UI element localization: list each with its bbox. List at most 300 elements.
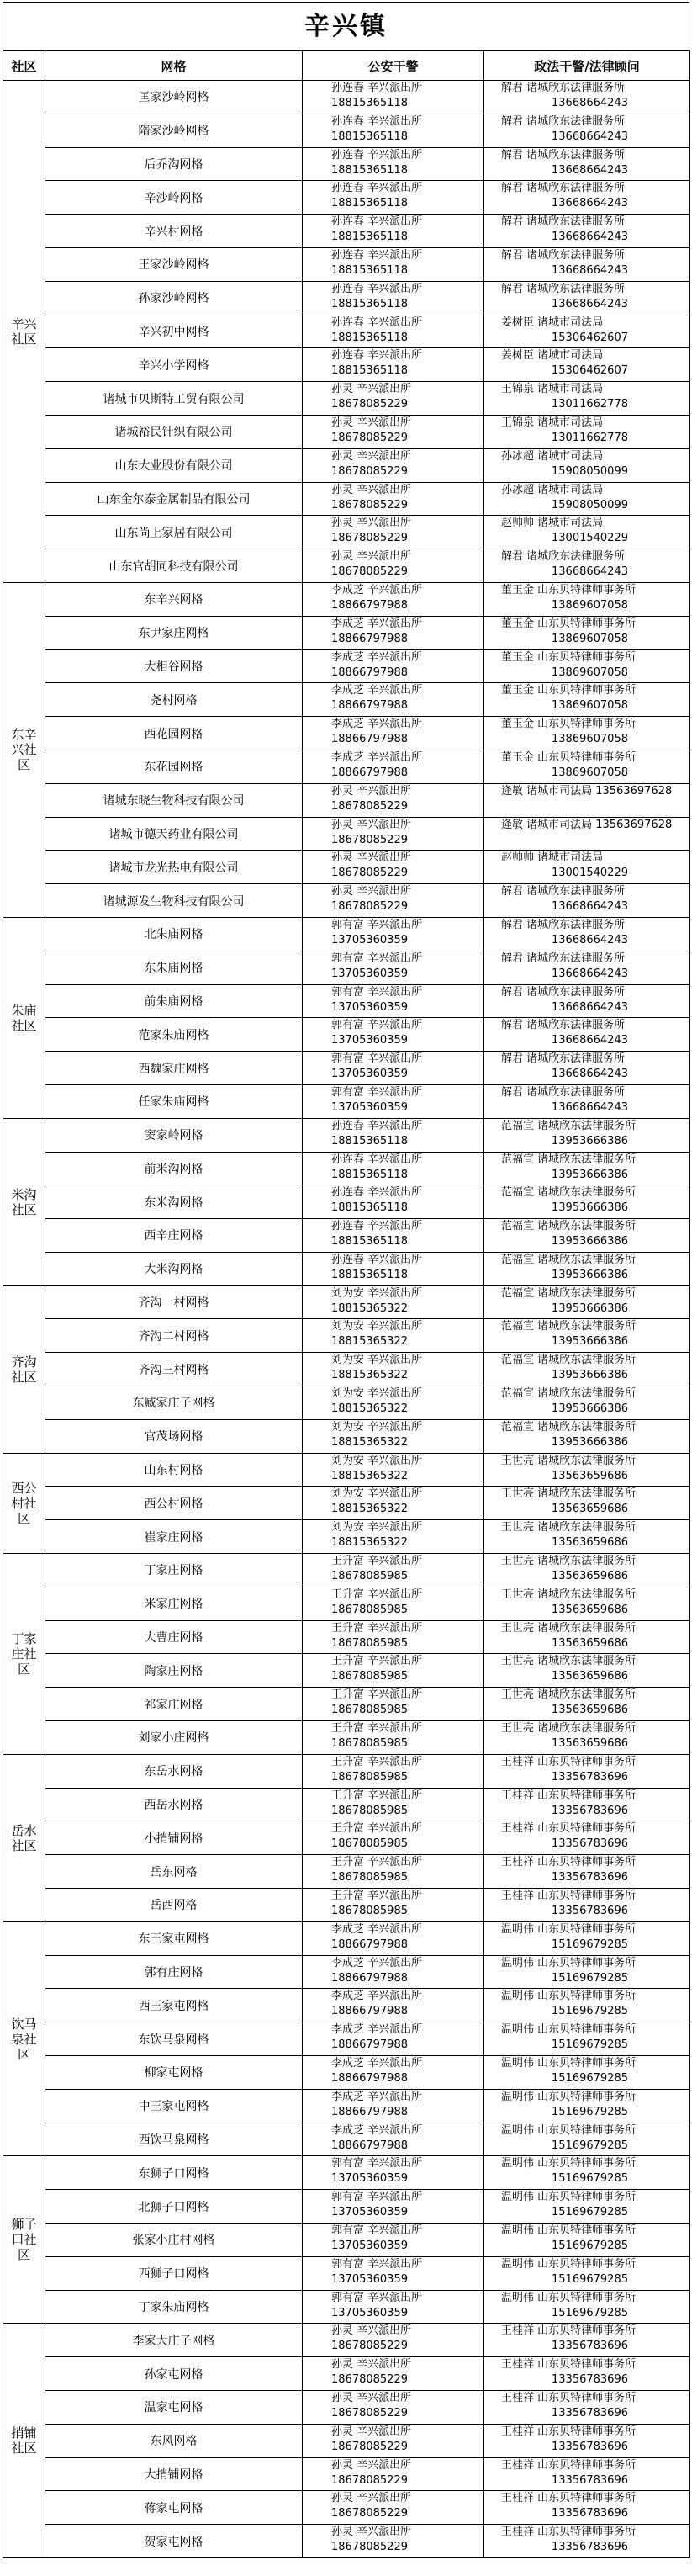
- police-officer: [303, 1688, 484, 1721]
- police-officer: [303, 851, 484, 884]
- police-name: 刘为安 辛兴派出所: [331, 1320, 423, 1333]
- grid-name: 前朱庙网格: [45, 984, 303, 1018]
- grid-name: 山东村网格: [45, 1453, 303, 1487]
- grid-name: 辛兴村网格: [45, 215, 303, 248]
- grid-name: 西花园网格: [45, 717, 303, 750]
- table-row: [3, 516, 690, 549]
- legal-phone: 13001540229: [552, 867, 628, 880]
- grid-name: 刘家小庄网格: [45, 1721, 303, 1755]
- police-name: 孙灵 辛兴派出所: [331, 416, 412, 429]
- police-officer: [303, 1620, 484, 1654]
- police-name: 李成芝 辛兴派出所: [331, 1990, 423, 2003]
- police-phone: 18815365118: [331, 364, 408, 378]
- legal-name: 温明伟 山东贝特律师事务所: [501, 1922, 637, 1936]
- legal-phone: 13668664243: [552, 933, 628, 946]
- legal-advisor: [484, 984, 690, 1018]
- grid-name: 山东金尔泰金属制品有限公司: [45, 482, 303, 516]
- community-name: 朱庙 社区: [3, 917, 45, 1118]
- legal-advisor: [484, 382, 690, 416]
- police-phone: 18815365322: [331, 1435, 408, 1449]
- legal-phone: 15169679285: [552, 2139, 628, 2152]
- legal-name: 解君 诸城欣东法律服务所: [501, 114, 626, 128]
- table-row: [3, 2491, 690, 2525]
- police-name: 刘为安 辛兴派出所: [331, 1420, 423, 1434]
- grid-name: 齐沟二村网格: [45, 1319, 303, 1353]
- legal-name: 解君 诸城欣东法律服务所: [501, 248, 626, 262]
- legal-phone: 15169679285: [552, 2105, 628, 2118]
- police-name: 孙连春 辛兴派出所: [331, 148, 423, 162]
- legal-phone: 13953666386: [552, 1369, 628, 1382]
- police-name: 刘为安 辛兴派出所: [331, 1454, 423, 1467]
- table-row: [3, 783, 690, 817]
- legal-phone: 13356783696: [552, 2541, 628, 2554]
- table-row: [3, 1855, 690, 1889]
- police-phone: 18866797988: [331, 2139, 408, 2152]
- grid-name: 李家大庄子网格: [45, 2324, 303, 2357]
- community-name: 西公 村社 区: [3, 1453, 45, 1553]
- police-officer: [303, 2123, 484, 2156]
- legal-name: 王桂祥 山东贝特律师事务所: [501, 2391, 637, 2404]
- police-phone: 18678085229: [331, 431, 408, 444]
- police-phone: 18866797988: [331, 2105, 408, 2118]
- legal-phone: 13953666386: [552, 1201, 628, 1215]
- legal-name: 解君 诸城欣东法律服务所: [501, 182, 626, 195]
- police-officer: [303, 1353, 484, 1386]
- legal-phone: 15169679285: [552, 1971, 628, 1985]
- legal-advisor: [484, 1554, 690, 1587]
- legal-advisor: [484, 1386, 690, 1420]
- grid-name: 西岳水网格: [45, 1788, 303, 1821]
- legal-phone: 13668664243: [552, 297, 628, 310]
- legal-name: 逄敏 诸城市司法局 13563697628: [501, 818, 673, 831]
- legal-advisor: [484, 81, 690, 114]
- legal-name: 解君 诸城欣东法律服务所: [501, 1019, 626, 1032]
- grid-name: 柳家屯网格: [45, 2056, 303, 2090]
- legal-advisor: [484, 281, 690, 315]
- police-officer: [303, 1587, 484, 1620]
- legal-name: 范福宣 诸城欣东法律服务所: [501, 1286, 637, 1300]
- police-phone: 18866797988: [331, 2005, 408, 2018]
- police-name: 李成芝 辛兴派出所: [331, 2023, 423, 2037]
- police-phone: 13705360359: [331, 933, 408, 946]
- legal-name: 温明伟 山东贝特律师事务所: [501, 2224, 637, 2237]
- table-row: [3, 616, 690, 649]
- legal-advisor: [484, 2457, 690, 2491]
- table-row: [3, 2123, 690, 2156]
- legal-advisor: [484, 1353, 690, 1386]
- legal-name: 温明伟 山东贝特律师事务所: [501, 1956, 637, 1969]
- police-officer: [303, 1185, 484, 1219]
- legal-name: 温明伟 山东贝特律师事务所: [501, 2157, 637, 2171]
- police-name: 李成芝 辛兴派出所: [331, 650, 423, 664]
- legal-advisor: [484, 884, 690, 918]
- police-phone: 18678085985: [331, 1603, 408, 1616]
- police-phone: 18815365118: [331, 1134, 408, 1148]
- police-phone: 18815365118: [331, 130, 408, 143]
- legal-phone: 13953666386: [552, 1168, 628, 1181]
- legal-name: 王世亮 诸城欣东法律服务所: [501, 1688, 637, 1702]
- legal-name: 解君 诸城欣东法律服务所: [501, 82, 626, 94]
- grid-name: 西狮子口网格: [45, 2256, 303, 2290]
- police-phone: 18678085229: [331, 398, 408, 411]
- police-name: 李成芝 辛兴派出所: [331, 617, 423, 630]
- police-phone: 18815365118: [331, 297, 408, 310]
- table-row: [3, 1285, 690, 1319]
- legal-phone: 13668664243: [552, 231, 628, 244]
- table-row: [3, 2256, 690, 2290]
- legal-phone: 13356783696: [552, 1871, 628, 1884]
- legal-advisor: [484, 2256, 690, 2290]
- police-phone: 18866797988: [331, 1971, 408, 1985]
- grid-name: 东饮马泉网格: [45, 2022, 303, 2056]
- legal-name: 赵帅帅 诸城市司法局: [501, 517, 604, 530]
- legal-phone: 13869607058: [552, 733, 628, 746]
- legal-phone: 15306462607: [552, 364, 628, 378]
- police-name: 王升富 辛兴派出所: [331, 1755, 423, 1768]
- legal-phone: 13668664243: [552, 97, 628, 109]
- grid-assignment-table: [3, 50, 690, 2558]
- community-name: 齐沟 社区: [3, 1285, 45, 1453]
- police-officer: [303, 215, 484, 248]
- table-row: [3, 2190, 690, 2224]
- legal-advisor: [484, 448, 690, 482]
- police-name: 孙灵 辛兴派出所: [331, 2492, 412, 2505]
- grid-name: 东朱庙网格: [45, 951, 303, 984]
- table-row: [3, 215, 690, 248]
- police-phone: 18678085985: [331, 1804, 408, 1817]
- legal-advisor: [484, 1285, 690, 1319]
- police-name: 孙灵 辛兴派出所: [331, 784, 412, 798]
- police-officer: [303, 1252, 484, 1285]
- legal-advisor: [484, 1487, 690, 1520]
- legal-name: 赵帅帅 诸城市司法局: [501, 851, 604, 865]
- table-row: [3, 2457, 690, 2491]
- legal-name: 范福宣 诸城欣东法律服务所: [501, 1220, 637, 1233]
- grid-name: 官茂场网格: [45, 1419, 303, 1453]
- police-officer: [303, 783, 484, 817]
- legal-phone: 13563659686: [552, 1469, 628, 1482]
- legal-advisor: [484, 2424, 690, 2457]
- police-officer: [303, 247, 484, 281]
- legal-phone: 13356783696: [552, 1770, 628, 1784]
- police-phone: 13705360359: [331, 1100, 408, 1114]
- grid-name: 大曹庄网格: [45, 1620, 303, 1654]
- legal-phone: 15169679285: [552, 2072, 628, 2086]
- table-row: [3, 1955, 690, 1989]
- legal-phone: 15169679285: [552, 2038, 628, 2052]
- police-name: 王升富 辛兴派出所: [331, 1789, 423, 1802]
- legal-name: 董玉金 山东贝特律师事务所: [501, 617, 637, 630]
- legal-advisor: [484, 1821, 690, 1855]
- table-body: [3, 81, 690, 2558]
- legal-advisor: [484, 348, 690, 382]
- table-row: [3, 1185, 690, 1219]
- grid-name: 温家屯网格: [45, 2390, 303, 2424]
- police-name: 孙灵 辛兴派出所: [331, 2358, 412, 2372]
- police-officer: [303, 281, 484, 315]
- police-phone: 13705360359: [331, 2172, 408, 2186]
- police-name: 李成芝 辛兴派出所: [331, 1956, 423, 1969]
- legal-name: 姜树臣 诸城市司法局: [501, 349, 604, 363]
- legal-advisor: [484, 1018, 690, 1052]
- police-phone: 18866797988: [331, 1937, 408, 1951]
- grid-name: 大相谷网格: [45, 649, 303, 683]
- police-name: 孙连春 辛兴派出所: [331, 82, 423, 94]
- legal-advisor: [484, 750, 690, 783]
- police-name: 王升富 辛兴派出所: [331, 1890, 423, 1903]
- table-row: [3, 1554, 690, 1587]
- legal-phone: 13953666386: [552, 1335, 628, 1349]
- police-officer: [303, 1721, 484, 1755]
- legal-name: 温明伟 山东贝特律师事务所: [501, 2257, 637, 2271]
- police-name: 王升富 辛兴派出所: [331, 1621, 423, 1635]
- grid-name: 齐沟三村网格: [45, 1353, 303, 1386]
- legal-name: 王桂祥 山东贝特律师事务所: [501, 2458, 637, 2472]
- legal-name: 孙冰超 诸城市司法局: [501, 483, 604, 496]
- legal-phone: 13668664243: [552, 263, 628, 277]
- police-name: 王升富 辛兴派出所: [331, 1822, 423, 1836]
- grid-name: 诸城裕民针织有限公司: [45, 415, 303, 448]
- legal-phone: 13563659686: [552, 1570, 628, 1583]
- grid-name: 前米沟网格: [45, 1152, 303, 1185]
- police-officer: [303, 2156, 484, 2190]
- legal-advisor: [484, 1319, 690, 1353]
- police-name: 王升富 辛兴派出所: [331, 1655, 423, 1668]
- legal-advisor: [484, 2324, 690, 2357]
- police-officer: [303, 1319, 484, 1353]
- table-row: [3, 2324, 690, 2357]
- table-row: [3, 917, 690, 951]
- police-officer: [303, 382, 484, 416]
- police-phone: 18815365322: [331, 1469, 408, 1482]
- community-name: 丁家 庄社 区: [3, 1554, 45, 1755]
- legal-name: 范福宣 诸城欣东法律服务所: [501, 1320, 637, 1333]
- police-name: 王升富 辛兴派出所: [331, 1587, 423, 1601]
- table-row: [3, 2424, 690, 2457]
- police-phone: 13705360359: [331, 1068, 408, 1081]
- table-row: [3, 1721, 690, 1755]
- police-phone: 18678085985: [331, 1871, 408, 1884]
- legal-phone: 13011662778: [552, 431, 628, 444]
- grid-name: 西辛庄网格: [45, 1219, 303, 1253]
- police-name: 孙连春 辛兴派出所: [331, 1119, 423, 1132]
- police-name: 孙灵 辛兴派出所: [331, 2425, 412, 2438]
- legal-advisor: [484, 1688, 690, 1721]
- legal-phone: 15169679285: [552, 2239, 628, 2252]
- police-name: 孙灵 辛兴派出所: [331, 483, 412, 496]
- legal-phone: 13668664243: [552, 900, 628, 914]
- police-name: 李成芝 辛兴派出所: [331, 2123, 423, 2137]
- grid-name: 齐沟一村网格: [45, 1285, 303, 1319]
- police-phone: 18815365118: [331, 163, 408, 177]
- police-phone: 18866797988: [331, 766, 408, 779]
- police-officer: [303, 2190, 484, 2224]
- legal-phone: 13356783696: [552, 2406, 628, 2420]
- table-row: [3, 1084, 690, 1118]
- legal-advisor: [484, 1052, 690, 1085]
- grid-name: 西公村网格: [45, 1487, 303, 1520]
- legal-name: 解君 诸城欣东法律服务所: [501, 985, 626, 999]
- legal-advisor: [484, 2491, 690, 2525]
- police-name: 郭有富 辛兴派出所: [331, 1052, 423, 1066]
- table-row: [3, 1688, 690, 1721]
- legal-advisor: [484, 2156, 690, 2190]
- police-officer: [303, 817, 484, 851]
- police-phone: 18866797988: [331, 2072, 408, 2086]
- police-officer: [303, 482, 484, 516]
- legal-name: 董玉金 山东贝特律师事务所: [501, 583, 637, 596]
- legal-phone: 15306462607: [552, 331, 628, 344]
- table-row: [3, 281, 690, 315]
- grid-name: 孙家沙岭网格: [45, 281, 303, 315]
- police-officer: [303, 582, 484, 616]
- legal-advisor: [484, 683, 690, 717]
- legal-name: 温明伟 山东贝特律师事务所: [501, 2123, 637, 2137]
- legal-advisor: [484, 1654, 690, 1688]
- table-row: [3, 1219, 690, 1253]
- table-row: [3, 448, 690, 482]
- police-name: 李成芝 辛兴派出所: [331, 583, 423, 596]
- table-row: [3, 1821, 690, 1855]
- police-name: 孙灵 辛兴派出所: [331, 2391, 412, 2404]
- table-row: [3, 750, 690, 783]
- police-name: 郭有富 辛兴派出所: [331, 1019, 423, 1032]
- table-row: [3, 2525, 690, 2558]
- table-row: [3, 683, 690, 717]
- police-name: 孙连春 辛兴派出所: [331, 349, 423, 363]
- police-name: 王升富 辛兴派出所: [331, 1856, 423, 1869]
- police-phone: 18866797988: [331, 632, 408, 645]
- police-officer: [303, 1084, 484, 1118]
- police-phone: 18678085985: [331, 1770, 408, 1784]
- police-name: 李成芝 辛兴派出所: [331, 718, 423, 731]
- legal-phone: 13668664243: [552, 565, 628, 579]
- table-row: [3, 951, 690, 984]
- legal-phone: 13356783696: [552, 1837, 628, 1851]
- legal-advisor: [484, 917, 690, 951]
- grid-name: 辛沙岭网格: [45, 181, 303, 215]
- grid-name: 诸城市德天药业有限公司: [45, 817, 303, 851]
- police-phone: 18678085229: [331, 2507, 408, 2520]
- legal-phone: 13563659686: [552, 1603, 628, 1616]
- police-phone: 13705360359: [331, 967, 408, 980]
- page-title: 辛兴镇: [3, 2, 689, 50]
- legal-advisor: [484, 2357, 690, 2391]
- grid-name: 北朱庙网格: [45, 917, 303, 951]
- police-phone: 18678085229: [331, 2373, 408, 2387]
- police-phone: 18678085229: [331, 900, 408, 914]
- police-officer: [303, 1788, 484, 1821]
- legal-phone: 13563659686: [552, 1503, 628, 1516]
- legal-name: 董玉金 山东贝特律师事务所: [501, 650, 637, 664]
- legal-advisor: [484, 1453, 690, 1487]
- legal-advisor: [484, 1219, 690, 1253]
- legal-advisor: [484, 2190, 690, 2224]
- grid-name: 山东官胡同科技有限公司: [45, 549, 303, 583]
- police-name: 孙连春 辛兴派出所: [331, 315, 423, 329]
- legal-name: 范福宣 诸城欣东法律服务所: [501, 1420, 637, 1434]
- police-phone: 18678085229: [331, 532, 408, 545]
- legal-advisor: [484, 2290, 690, 2324]
- police-name: 孙灵 辛兴派出所: [331, 517, 412, 530]
- legal-advisor: [484, 215, 690, 248]
- police-phone: 18815365118: [331, 1201, 408, 1215]
- legal-phone: 13668664243: [552, 1034, 628, 1047]
- table-row: [3, 1889, 690, 1922]
- police-officer: [303, 1554, 484, 1587]
- legal-phone: 13563659686: [552, 1704, 628, 1717]
- legal-name: 王世亮 诸城欣东法律服务所: [501, 1454, 637, 1467]
- police-name: 李成芝 辛兴派出所: [331, 1922, 423, 1936]
- legal-name: 温明伟 山东贝特律师事务所: [501, 1990, 637, 2003]
- police-name: 刘为安 辛兴派出所: [331, 1521, 423, 1534]
- table-row: [3, 147, 690, 181]
- police-officer: [303, 2390, 484, 2424]
- police-phone: 18678085229: [331, 2541, 408, 2554]
- police-officer: [303, 717, 484, 750]
- legal-phone: 13668664243: [552, 1000, 628, 1014]
- legal-phone: 15169679285: [552, 2172, 628, 2186]
- police-name: 李成芝 辛兴派出所: [331, 2090, 423, 2103]
- police-name: 郭有富 辛兴派出所: [331, 1085, 423, 1099]
- police-officer: [303, 448, 484, 482]
- legal-advisor: [484, 1721, 690, 1755]
- legal-phone: 15169679285: [552, 2206, 628, 2219]
- legal-name: 王世亮 诸城欣东法律服务所: [501, 1521, 637, 1534]
- police-officer: [303, 1821, 484, 1855]
- police-phone: 13705360359: [331, 2239, 408, 2252]
- table-row: [3, 247, 690, 281]
- police-phone: 18866797988: [331, 733, 408, 746]
- legal-name: 王世亮 诸城欣东法律服务所: [501, 1722, 637, 1736]
- police-officer: [303, 1052, 484, 1085]
- police-name: 孙灵 辛兴派出所: [331, 2324, 412, 2338]
- table-header-row: [3, 51, 690, 81]
- legal-phone: 15169679285: [552, 2306, 628, 2319]
- legal-name: 王世亮 诸城欣东法律服务所: [501, 1621, 637, 1635]
- legal-phone: 15169679285: [552, 2005, 628, 2018]
- grid-name: 中王家屯网格: [45, 2089, 303, 2123]
- police-officer: [303, 2022, 484, 2056]
- grid-name: 小捎铺网格: [45, 1821, 303, 1855]
- police-name: 王升富 辛兴派出所: [331, 1555, 423, 1568]
- legal-advisor: [484, 1084, 690, 1118]
- police-name: 孙连春 辛兴派出所: [331, 1253, 423, 1266]
- grid-name: 岳东网格: [45, 1855, 303, 1889]
- grid-name: 山东大业股份有限公司: [45, 448, 303, 482]
- grid-name: 西饮马泉网格: [45, 2123, 303, 2156]
- police-name: 李成芝 辛兴派出所: [331, 684, 423, 697]
- police-name: 孙连春 辛兴派出所: [331, 215, 423, 229]
- grid-name: 任家朱庙网格: [45, 1084, 303, 1118]
- police-phone: 18815365118: [331, 331, 408, 344]
- header-grid: 网格: [45, 51, 303, 81]
- police-name: 孙灵 辛兴派出所: [331, 550, 412, 564]
- table-row: [3, 2056, 690, 2090]
- table-row: [3, 415, 690, 448]
- grid-name: 东臧家庄子网格: [45, 1386, 303, 1420]
- legal-phone: 15908050099: [552, 498, 628, 511]
- police-officer: [303, 1754, 484, 1788]
- community-name: 米沟 社区: [3, 1118, 45, 1285]
- police-phone: 18815365322: [331, 1369, 408, 1382]
- grid-name: 东风网格: [45, 2424, 303, 2457]
- legal-name: 范福宣 诸城欣东法律服务所: [501, 1186, 637, 1200]
- police-officer: [303, 1152, 484, 1185]
- police-phone: 13705360359: [331, 2206, 408, 2219]
- grid-name: 范家朱庙网格: [45, 1018, 303, 1052]
- police-officer: [303, 1487, 484, 1520]
